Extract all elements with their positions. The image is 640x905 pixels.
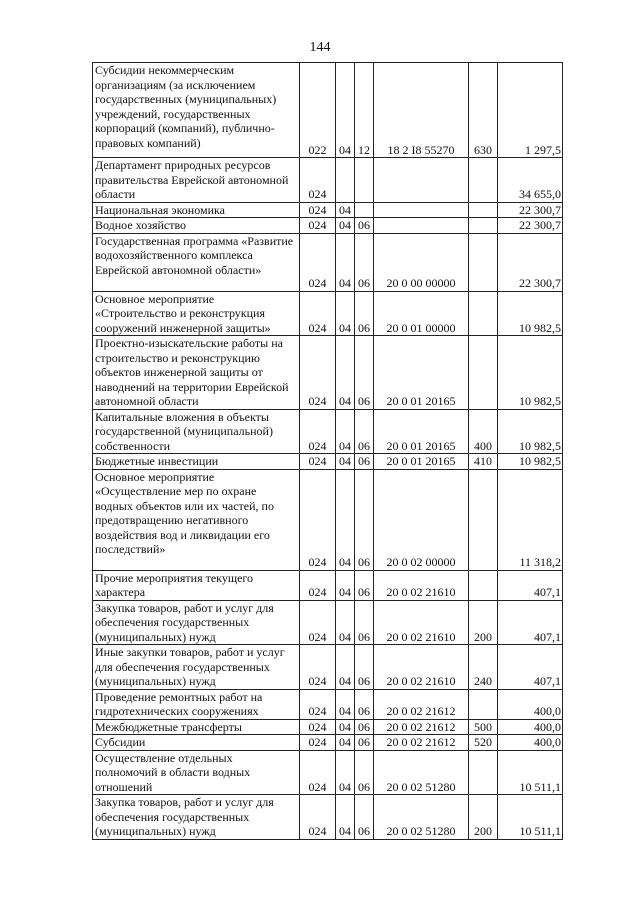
grbs-code: 024 [300,570,336,600]
grbs-code: 024 [300,202,336,218]
page-number: 144 [309,40,331,55]
amount: 400,0 [498,719,563,735]
expense-type-code [469,469,498,570]
grbs-code: 024 [300,600,336,645]
table-row [93,735,563,751]
item-name: Осуществление отдельных полномочий в области водных отношений [93,750,300,795]
amount: 22 300,7 [498,233,563,291]
table-row [93,158,563,203]
item-name: Проектно-изыскательские работы на строительство и реконструкцию объектов инженерной защиты от наводнений на территории Еврейской автономной области [93,336,300,410]
item-name: Субсидии некоммерческим организациям (за исключением государственных (муниципальных) учреждений, государственных корпораций (компаний), публично-правовых компаний) [93,63,300,158]
amount: 407,1 [498,570,563,600]
target-article-code: 20 0 01 00000 [374,291,469,336]
subsection-code: 06 [355,570,374,600]
item-name: Государственная программа «Развитие водохозяйственного комплекса Еврейской автономной области» [93,233,300,291]
grbs-code: 024 [300,645,336,690]
expense-type-code [469,291,498,336]
target-article-code: 18 2 I8 55270 [374,63,469,158]
grbs-code: 024 [300,233,336,291]
expense-type-code: 200 [469,795,498,840]
table-row [93,689,563,719]
table-row [93,63,563,158]
target-article-code: 20 0 01 20165 [374,409,469,454]
amount: 10 982,5 [498,409,563,454]
grbs-code: 024 [300,735,336,751]
subsection-code: 06 [355,454,374,470]
section-code: 04 [336,719,355,735]
expense-type-code: 410 [469,454,498,470]
grbs-code: 024 [300,454,336,470]
amount: 400,0 [498,735,563,751]
target-article-code: 20 0 02 21610 [374,645,469,690]
section-code [336,158,355,203]
item-name: Прочие мероприятия текущего характера [93,570,300,600]
grbs-code: 024 [300,795,336,840]
expense-type-code [469,750,498,795]
target-article-code: 20 0 01 20165 [374,336,469,410]
budget-table [92,62,563,840]
section-code: 04 [336,570,355,600]
section-code: 04 [336,469,355,570]
section-code: 04 [336,735,355,751]
subsection-code [355,158,374,203]
table-row [93,202,563,218]
expense-type-code: 240 [469,645,498,690]
item-name: Проведение ремонтных работ на гидротехнических сооружениях [93,689,300,719]
item-name: Национальная экономика [93,202,300,218]
table-row [93,233,563,291]
target-article-code: 20 0 02 21612 [374,689,469,719]
subsection-code: 06 [355,719,374,735]
expense-type-code [469,336,498,410]
grbs-code: 024 [300,336,336,410]
subsection-code: 06 [355,469,374,570]
grbs-code: 024 [300,689,336,719]
subsection-code: 06 [355,409,374,454]
grbs-code: 022 [300,63,336,158]
item-name: Закупка товаров, работ и услуг для обеспечения государственных (муниципальных) нужд [93,795,300,840]
subsection-code: 06 [355,689,374,719]
subsection-code: 12 [355,63,374,158]
amount: 10 982,5 [498,454,563,470]
amount: 407,1 [498,600,563,645]
amount: 10 511,1 [498,795,563,840]
subsection-code: 06 [355,218,374,234]
expense-type-code: 500 [469,719,498,735]
item-name: Межбюджетные трансферты [93,719,300,735]
section-code: 04 [336,689,355,719]
subsection-code: 06 [355,735,374,751]
table-row [93,719,563,735]
amount: 10 982,5 [498,336,563,410]
amount: 11 318,2 [498,469,563,570]
table-row [93,600,563,645]
expense-type-code [469,689,498,719]
section-code: 04 [336,645,355,690]
table-row [93,291,563,336]
target-article-code: 20 0 00 00000 [374,233,469,291]
budget-table-body [93,63,563,840]
expense-type-code: 630 [469,63,498,158]
item-name: Закупка товаров, работ и услуг для обеспечения государственных (муниципальных) нужд [93,600,300,645]
grbs-code: 024 [300,158,336,203]
item-name: Основное мероприятие «Строительство и реконструкция сооружений инженерной защиты» [93,291,300,336]
item-name: Основное мероприятие «Осуществление мер по охране водных объектов или их частей, по предотвращению негативного воздействия вод и ликвидации его последствий» [93,469,300,570]
target-article-code: 20 0 02 51280 [374,750,469,795]
expense-type-code [469,202,498,218]
amount: 1 297,5 [498,63,563,158]
expense-type-code: 400 [469,409,498,454]
amount: 22 300,7 [498,202,563,218]
grbs-code: 024 [300,291,336,336]
table-row [93,795,563,840]
item-name: Капитальные вложения в объекты государственной (муниципальной) собственности [93,409,300,454]
target-article-code: 20 0 02 21610 [374,570,469,600]
target-article-code: 20 0 02 21612 [374,735,469,751]
item-name: Субсидии [93,735,300,751]
section-code: 04 [336,600,355,645]
table-row [93,454,563,470]
target-article-code [374,218,469,234]
section-code: 04 [336,336,355,410]
table-row [93,409,563,454]
amount: 10 511,1 [498,750,563,795]
subsection-code: 06 [355,750,374,795]
table-row [93,570,563,600]
target-article-code [374,158,469,203]
section-code: 04 [336,291,355,336]
table-row [93,336,563,410]
expense-type-code: 200 [469,600,498,645]
subsection-code: 06 [355,233,374,291]
table-row [93,218,563,234]
item-name: Бюджетные инвестиции [93,454,300,470]
grbs-code: 024 [300,409,336,454]
section-code: 04 [336,454,355,470]
target-article-code: 20 0 02 21612 [374,719,469,735]
expense-type-code [469,570,498,600]
target-article-code: 20 0 02 21610 [374,600,469,645]
grbs-code: 024 [300,750,336,795]
amount: 407,1 [498,645,563,690]
table-row [93,645,563,690]
item-name: Водное хозяйство [93,218,300,234]
amount: 10 982,5 [498,291,563,336]
expense-type-code [469,218,498,234]
section-code: 04 [336,795,355,840]
expense-type-code [469,158,498,203]
section-code: 04 [336,202,355,218]
section-code: 04 [336,233,355,291]
grbs-code: 024 [300,469,336,570]
table-row [93,469,563,570]
subsection-code: 06 [355,645,374,690]
target-article-code [374,202,469,218]
section-code: 04 [336,750,355,795]
amount: 34 655,0 [498,158,563,203]
target-article-code: 20 0 01 20165 [374,454,469,470]
expense-type-code [469,233,498,291]
grbs-code: 024 [300,218,336,234]
target-article-code: 20 0 02 51280 [374,795,469,840]
subsection-code: 06 [355,600,374,645]
table-row [93,750,563,795]
amount: 22 300,7 [498,218,563,234]
section-code: 04 [336,63,355,158]
section-code: 04 [336,409,355,454]
subsection-code: 06 [355,336,374,410]
item-name: Иные закупки товаров, работ и услуг для обеспечения государственных (муниципальных) нужд [93,645,300,690]
item-name: Департамент природных ресурсов правительства Еврейской автономной области [93,158,300,203]
grbs-code: 024 [300,719,336,735]
section-code: 04 [336,218,355,234]
amount: 400,0 [498,689,563,719]
target-article-code: 20 0 02 00000 [374,469,469,570]
subsection-code: 06 [355,291,374,336]
expense-type-code: 520 [469,735,498,751]
subsection-code: 06 [355,795,374,840]
subsection-code [355,202,374,218]
